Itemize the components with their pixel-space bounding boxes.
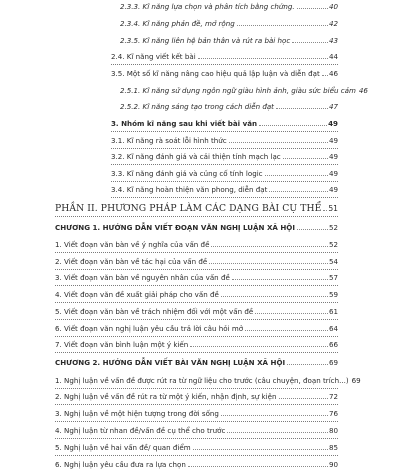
toc-entry-label: 2.5.1. Kĩ năng sử dụng ngôn ngữ giàu hình ảnh, giàu sức biểu cảm bbox=[120, 85, 356, 95]
toc-entry bbox=[120, 18, 338, 29]
row-separator bbox=[111, 148, 338, 149]
toc-page-number: 40 bbox=[328, 1, 338, 11]
toc-page-number: 43 bbox=[328, 35, 338, 45]
toc-entry-label: 4. Nghị luận từ nhan đề/vấn đề cụ thể cho trước bbox=[55, 425, 226, 435]
toc-entry-label: PHẦN II. PHƯƠNG PHÁP LÀM CÁC DẠNG BÀI CỤ THỂ bbox=[55, 202, 322, 214]
toc-page-number: 69 bbox=[351, 375, 361, 385]
toc-part-heading bbox=[55, 203, 338, 214]
dot-leader bbox=[292, 41, 328, 43]
toc-entry-label: 5. Nghị luận về hai vấn đề/ quan điểm bbox=[55, 442, 191, 452]
toc-entry bbox=[120, 101, 338, 112]
toc-entry-label: 3.4. Kĩ năng hoàn thiện văn phong, diễn đạt bbox=[111, 184, 268, 194]
toc-entry bbox=[55, 256, 338, 267]
toc-entry-label: CHƯƠNG 2. HƯỚNG DẪN VIẾT BÀI VĂN NGHỊ LUẬN XÃ HỘI bbox=[55, 357, 286, 367]
part-separator bbox=[55, 216, 338, 217]
dot-leader bbox=[245, 329, 328, 331]
toc-entry-label: CHƯƠNG 1. HƯỚNG DẪN VIẾT ĐOẠN VĂN NGHỊ LUẬN XÃ HỘI bbox=[55, 222, 295, 232]
dot-leader bbox=[283, 157, 328, 159]
toc-entry-label: 7. Viết đoạn văn bình luận một ý kiến bbox=[55, 339, 189, 349]
dot-leader bbox=[255, 312, 328, 314]
toc-entry-label: 5. Viết đoạn văn bàn về trách nhiệm đối với một vấn đề bbox=[55, 306, 254, 316]
row-separator bbox=[55, 336, 338, 337]
toc-page-number: 49 bbox=[328, 168, 338, 178]
row-separator bbox=[111, 64, 338, 65]
dot-leader bbox=[297, 228, 328, 230]
toc-entry bbox=[55, 239, 338, 250]
toc-page-number: 80 bbox=[328, 425, 338, 435]
toc-entry bbox=[111, 51, 338, 62]
toc-entry bbox=[55, 408, 338, 419]
toc-entry bbox=[111, 184, 338, 195]
dot-leader bbox=[279, 397, 328, 399]
toc-entry-label: 1. Nghị luận về vấn đề được rút ra từ ngữ liệu cho trước (câu chuyện, đoạn trích...) bbox=[55, 375, 349, 385]
dot-leader bbox=[227, 431, 328, 433]
toc-page-number: 42 bbox=[328, 18, 338, 28]
row-separator bbox=[55, 302, 338, 303]
toc-chapter-heading bbox=[55, 357, 338, 368]
toc-entry bbox=[111, 168, 338, 179]
row-separator bbox=[55, 269, 338, 270]
dot-leader bbox=[232, 278, 328, 280]
toc-page-number: 49 bbox=[328, 184, 338, 194]
toc-entry bbox=[111, 135, 338, 146]
toc-entry-label: 6. Nghị luận yêu cầu đưa ra lựa chọn bbox=[55, 459, 186, 469]
dot-leader bbox=[259, 124, 327, 126]
row-separator bbox=[55, 352, 338, 353]
toc-page-number: 90 bbox=[328, 459, 338, 469]
dot-leader bbox=[276, 107, 328, 109]
dot-leader bbox=[211, 245, 328, 247]
toc-entry-label: 3.5. Một số kĩ năng nâng cao hiệu quả lập luận và diễn đạt bbox=[111, 68, 320, 78]
row-separator bbox=[55, 388, 338, 389]
row-separator bbox=[55, 438, 338, 439]
toc-page-number: 49 bbox=[328, 135, 338, 145]
toc-entry bbox=[55, 289, 338, 300]
row-separator bbox=[55, 421, 338, 422]
toc-page-number: 46 bbox=[358, 85, 368, 95]
toc-entry bbox=[55, 459, 338, 470]
toc-entry-label: 2.3.5. Kĩ năng liên hệ bản thân và rút ra bài học bbox=[120, 35, 291, 45]
toc-entry bbox=[55, 391, 338, 402]
dot-leader bbox=[297, 7, 328, 9]
toc-page-number: 54 bbox=[328, 256, 338, 266]
toc-entry-label: 2.4. Kĩ năng viết kết bài bbox=[111, 51, 196, 61]
row-separator bbox=[111, 181, 338, 182]
dot-leader bbox=[188, 465, 328, 467]
toc-entry bbox=[55, 272, 338, 283]
toc-entry-label: 3. Nhóm kĩ năng sau khi viết bài văn bbox=[111, 118, 258, 128]
toc-page-number: 57 bbox=[328, 272, 338, 282]
toc-entry bbox=[55, 323, 338, 334]
toc-entry bbox=[55, 425, 338, 436]
dot-leader bbox=[237, 24, 328, 26]
toc-entry bbox=[55, 375, 361, 386]
toc-entry-label: 3.2. Kĩ năng đánh giá và cải thiện tính mạch lạc bbox=[111, 151, 281, 161]
toc-page-number: 52 bbox=[328, 239, 338, 249]
row-separator bbox=[55, 252, 338, 253]
toc-page-number: 47 bbox=[328, 101, 338, 111]
dot-leader bbox=[193, 448, 328, 450]
toc-page-number: 69 bbox=[328, 357, 338, 367]
toc-entry-label: 2.3.3. Kĩ năng lựa chọn và phân tích bằng chứng. bbox=[120, 1, 295, 11]
toc-entry-label: 6. Viết đoạn văn nghị luận yêu cầu trả lời câu hỏi mở bbox=[55, 323, 244, 333]
toc-page-number: 59 bbox=[328, 289, 338, 299]
dot-leader bbox=[221, 295, 328, 297]
toc-entry bbox=[120, 1, 338, 12]
toc-entry bbox=[120, 35, 338, 46]
toc-entry-label: 2. Nghị luận về vấn đề rút ra từ một ý kiến, nhận định, sự kiện bbox=[55, 391, 277, 401]
toc-entry-label: 2. Viết đoạn văn bàn về tác hại của vấn đề bbox=[55, 256, 208, 266]
toc-page-number: 72 bbox=[328, 391, 338, 401]
toc-page-number: 85 bbox=[328, 442, 338, 452]
toc-page-number: 52 bbox=[328, 222, 338, 232]
dot-leader bbox=[190, 345, 328, 347]
toc-page-number: 64 bbox=[328, 323, 338, 333]
toc-entry bbox=[55, 339, 338, 350]
row-separator bbox=[55, 319, 338, 320]
toc-entry-label: 1. Viết đoạn văn bàn về ý nghĩa của vấn đề bbox=[55, 239, 210, 249]
toc-entry-label: 3.3. Kĩ năng đánh giá và củng cố tính logic bbox=[111, 168, 263, 178]
toc-entry bbox=[55, 442, 338, 453]
toc-page-number: 51 bbox=[328, 203, 338, 213]
dot-leader bbox=[198, 57, 328, 59]
toc-page-number: 44 bbox=[328, 51, 338, 61]
toc-entry bbox=[111, 151, 338, 162]
toc-page-number: 66 bbox=[328, 339, 338, 349]
toc-page-number: 46 bbox=[328, 68, 338, 78]
toc-entry-label: 3. Viết đoạn văn bàn về nguyên nhân của vấn đề bbox=[55, 272, 230, 282]
toc-entry-label: 4. Viết đoạn văn đề xuất giải pháp cho vấn đề bbox=[55, 289, 219, 299]
toc-entry-label: 3. Nghị luận về một hiện tượng trong đời sống bbox=[55, 408, 219, 418]
dot-leader bbox=[265, 174, 328, 176]
toc-entry bbox=[55, 306, 338, 317]
row-separator bbox=[55, 285, 338, 286]
toc-entry-label: 3.1. Kĩ năng rà soát lỗi hình thức bbox=[111, 135, 227, 145]
toc-page-number: 61 bbox=[328, 306, 338, 316]
toc-entry-label: 2.5.2. Kĩ năng sáng tạo trong cách diễn đạt bbox=[120, 101, 274, 111]
toc-entry bbox=[111, 68, 338, 79]
toc-entry-label: 2.3.4. Kĩ năng phản đề, mở rộng bbox=[120, 18, 235, 28]
row-separator bbox=[111, 197, 338, 198]
dot-leader bbox=[221, 414, 328, 416]
dot-leader bbox=[287, 363, 328, 365]
dot-leader bbox=[229, 141, 328, 143]
dot-leader bbox=[269, 190, 328, 192]
dot-leader bbox=[209, 262, 328, 264]
toc-entry bbox=[111, 118, 338, 129]
row-separator bbox=[111, 131, 338, 132]
toc-entry bbox=[120, 85, 368, 96]
toc-page-number: 49 bbox=[328, 151, 338, 161]
toc-page-number: 49 bbox=[328, 118, 338, 128]
toc-page-number: 76 bbox=[328, 408, 338, 418]
row-separator bbox=[111, 164, 338, 165]
toc-chapter-heading bbox=[55, 222, 338, 233]
row-separator bbox=[55, 404, 338, 405]
row-separator bbox=[55, 455, 338, 456]
